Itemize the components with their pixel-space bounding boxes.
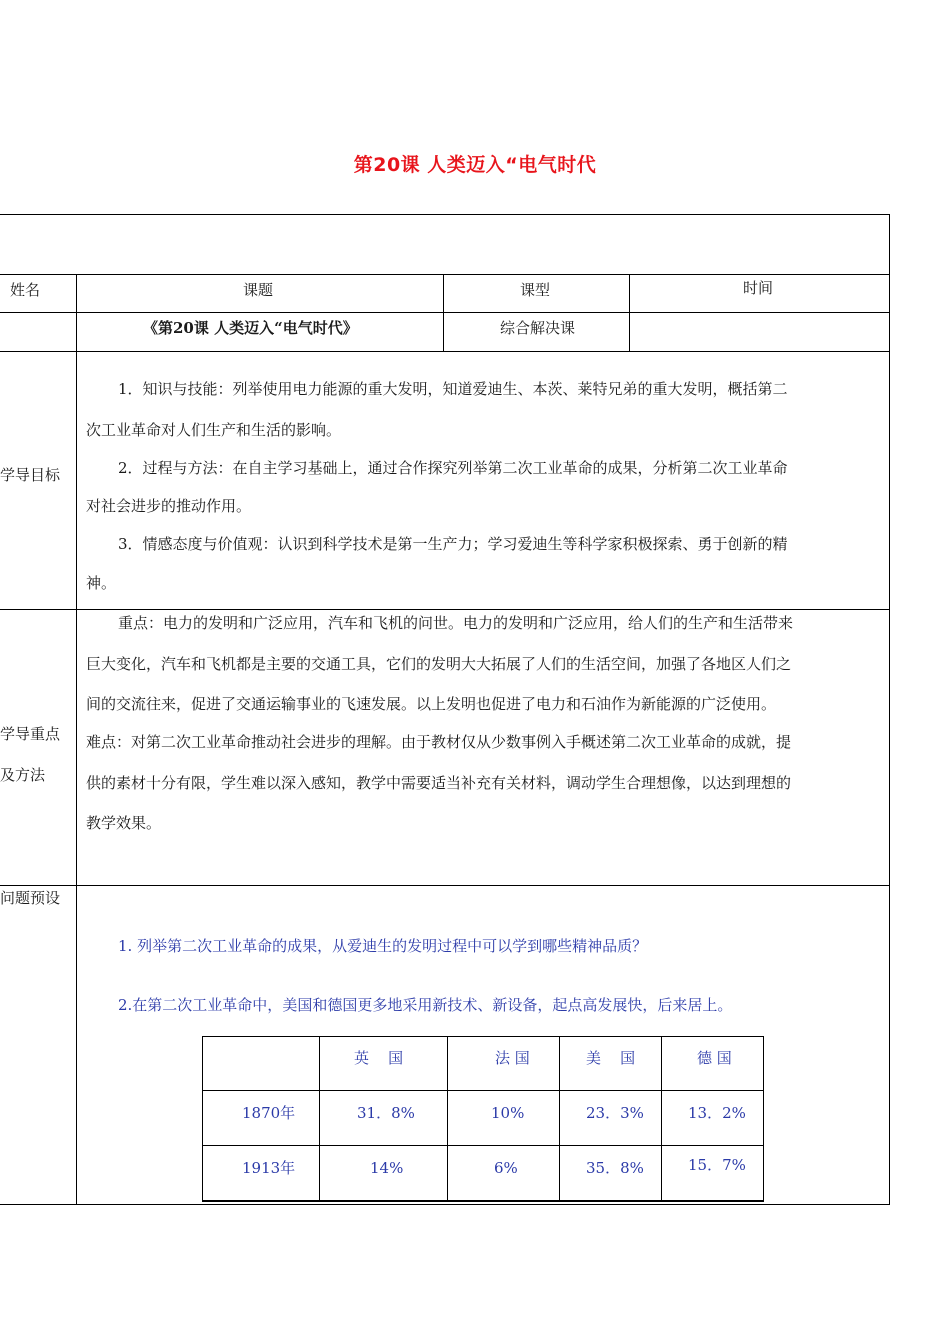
page-title: 第20课 人类迈入“电气时代 [353,154,597,176]
topic-header: 课题 [243,281,274,299]
key-point-line: 间的交流往来，促进了交通运输事业的飞速发展。以上发明也促进了电力和石油作为新能源的广泛使用。 [86,695,777,713]
table-header-usa: 美 国 [586,1049,636,1067]
key-point-line: 难点：对第二次工业革命推动社会进步的理解。由于教材仅从少数事例入手概述第二次工业革命的成就，提 [86,733,792,751]
table-cell: 23．3% [586,1104,644,1122]
table-header-germany: 德 国 [697,1049,732,1067]
objective-line: 对社会进步的推动作用。 [86,497,252,515]
table-cell: 14% [370,1159,404,1177]
objectives-label: 学导目标 [0,466,61,484]
objective-line: 2．过程与方法：在自主学习基础上，通过合作探究列举第二次工业革命的成果，分析第二次工业革命 [118,459,788,477]
table-cell: 35．8% [586,1159,644,1177]
key-points-label: 学导重点 [0,725,61,743]
topic-value: 《第20课 人类迈入“电气时代》 [143,319,358,337]
table-cell: 6% [494,1159,518,1177]
table-header-britain: 英 国 [354,1049,404,1067]
objective-line: 1．知识与技能：列举使用电力能源的重大发明，知道爱迪生、本茨、莱特兄弟的重大发明，概括第二 [118,380,788,398]
key-points-label-2: 及方法 [0,766,46,784]
time-header: 时间 [743,279,774,297]
name-header: 姓名 [10,281,41,299]
table-cell: 15．7% [688,1156,746,1174]
table-row-label: 1870年 [242,1104,296,1122]
objective-line: 神。 [86,574,117,592]
table-cell: 10% [491,1104,525,1122]
key-point-line: 供的素材十分有限，学生难以深入感知，教学中需要适当补充有关材料，调动学生合理想像，以达到理想的 [86,774,792,792]
key-point-line: 巨大变化，汽车和飞机都是主要的交通工具，它们的发明大大拓展了人们的生活空间，加强了各地区人们之 [86,655,792,673]
questions-label: 问题预设 [0,889,61,907]
question-1: 1. 列举第二次工业革命的成果，从爱迪生的发明过程中可以学到哪些精神品质？ [118,937,648,955]
table-header-france: 法 国 [495,1049,530,1067]
key-point-line: 教学效果。 [86,814,162,832]
objective-line: 次工业革命对人们生产和生活的影响。 [86,421,342,439]
table-row-label: 1913年 [242,1159,296,1177]
question-2: 2.在第二次工业革命中，美国和德国更多地采用新技术、新设备，起点高发展快，后来居上。 [118,996,733,1014]
table-cell: 13．2% [688,1104,746,1122]
objective-line: 3．情感态度与价值观：认识到科学技术是第一生产力；学习爱迪生等科学家积极探索、勇于创新的精 [118,535,788,553]
type-value: 综合解决课 [500,319,576,337]
table-cell: 31．8% [357,1104,415,1122]
key-point-line: 重点：电力的发明和广泛应用，汽车和飞机的问世。电力的发明和广泛应用，给人们的生产和生活带来 [118,614,794,632]
type-header: 课型 [520,281,551,299]
